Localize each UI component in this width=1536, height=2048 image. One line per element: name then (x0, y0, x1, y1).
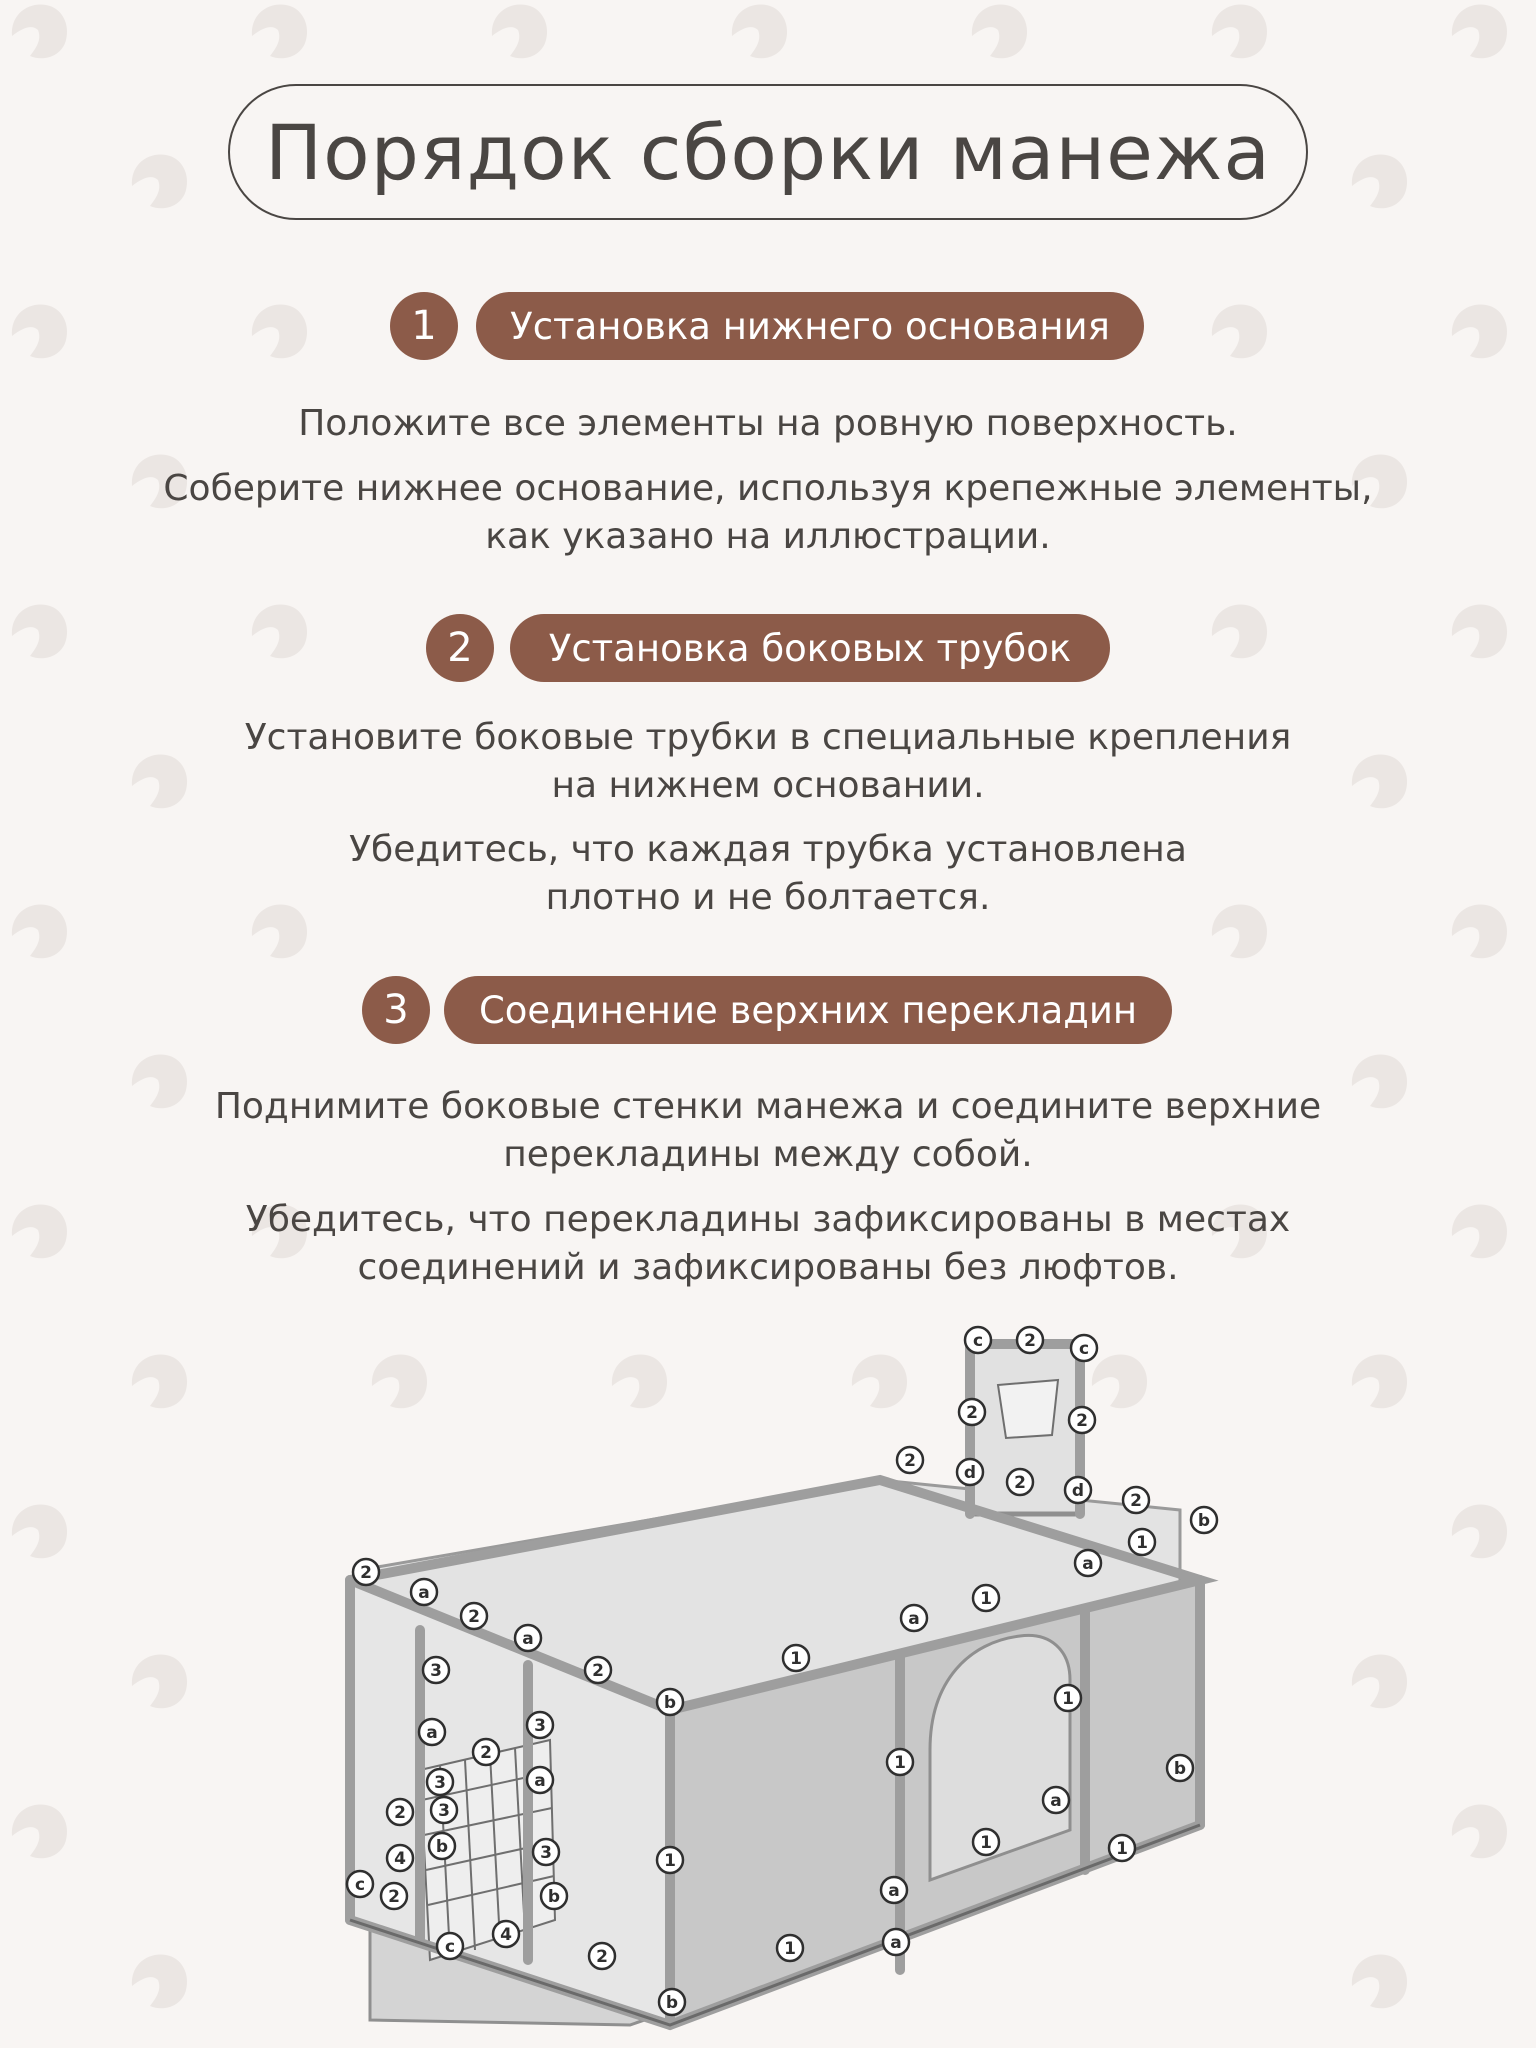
connector-label-text: c (354, 1875, 366, 1895)
connector-label (973, 1829, 999, 1855)
connector-label-text: 4 (394, 1849, 406, 1869)
step-3-paragraph-2 (0, 1196, 1536, 1292)
connector-label-text: c (444, 1937, 456, 1957)
connector-label (419, 1719, 445, 1745)
connector-label-text: 1 (980, 1589, 992, 1609)
connector-label (387, 1845, 413, 1871)
connector-label (461, 1603, 487, 1629)
connector-label-text: 2 (360, 1563, 372, 1583)
text-line: Положите все элементы на ровную поверхность. (298, 403, 1238, 444)
connector-label (1055, 1685, 1081, 1711)
connector-label-text: 1 (784, 1939, 796, 1959)
connector-label-text: 2 (1014, 1473, 1026, 1493)
connector-label-text: a (908, 1609, 920, 1629)
connector-label-text: b (665, 1993, 679, 2013)
connector-label (353, 1559, 379, 1585)
connector-label (589, 1943, 615, 1969)
connector-label-text: c (1078, 1339, 1090, 1359)
connector-label (1167, 1755, 1193, 1781)
connector-label-text: a (1050, 1791, 1062, 1811)
text-line: Поднимите боковые стенки манежа и соедините верхние (214, 1086, 1322, 1127)
text-line: Соберите нижнее основание, используя крепежные элементы, (163, 468, 1373, 509)
connector-label-text: 1 (790, 1649, 802, 1669)
connector-label (1129, 1529, 1155, 1555)
connector-label (585, 1657, 611, 1683)
connector-label-text: 2 (1024, 1331, 1036, 1351)
connector-label (1071, 1335, 1097, 1361)
connector-label-text: 1 (980, 1833, 992, 1853)
connector-label (493, 1921, 519, 1947)
connector-label (347, 1871, 373, 1897)
connector-label (1043, 1787, 1069, 1813)
text-line: на нижнем основании. (551, 765, 985, 806)
connector-label (1109, 1835, 1135, 1861)
text-line: соединений и зафиксированы без люфтов. (357, 1247, 1179, 1288)
step-1-number: 1 (390, 292, 458, 360)
connector-label-text: 2 (480, 1743, 492, 1763)
connector-label (423, 1657, 449, 1683)
connector-label (427, 1769, 453, 1795)
connector-label-text: a (426, 1723, 438, 1743)
step-3-paragraph-1 (0, 1083, 1536, 1179)
connector-label (527, 1767, 553, 1793)
connector-label-text: a (418, 1583, 430, 1603)
connector-label (1075, 1550, 1101, 1576)
step-1-heading: Установка нижнего основания (476, 292, 1144, 360)
connector-label (515, 1625, 541, 1651)
hoop-net (998, 1380, 1058, 1438)
connector-label-text: 4 (500, 1925, 512, 1945)
connector-label-text: d (1071, 1481, 1085, 1501)
connector-label (965, 1327, 991, 1353)
step-3-number: 3 (362, 976, 430, 1044)
page-title: Порядок сборки манежа (265, 107, 1271, 197)
connector-label-text: 2 (966, 1403, 978, 1423)
connector-label-text: a (522, 1629, 534, 1649)
connector-label (387, 1799, 413, 1825)
connector-label-text: 3 (540, 1843, 552, 1863)
text-line: перекладины между собой. (503, 1134, 1033, 1175)
connector-label (883, 1929, 909, 1955)
connector-label-text: 2 (1076, 1411, 1088, 1431)
connector-label (541, 1883, 567, 1909)
connector-label (657, 1689, 683, 1715)
connector-label-text: b (435, 1837, 449, 1857)
step-3-heading: Соединение верхних перекладин (444, 976, 1172, 1044)
connector-label (1123, 1487, 1149, 1513)
step-2-header (0, 614, 1536, 684)
connector-label (527, 1712, 553, 1738)
connector-label (973, 1585, 999, 1611)
step-1-paragraph-1 (0, 400, 1536, 448)
connector-label-text: c (972, 1331, 984, 1351)
connector-label-text: 3 (534, 1716, 546, 1736)
step-2-paragraph-2 (0, 826, 1536, 922)
connector-label-text: 3 (430, 1661, 442, 1681)
connector-label (783, 1645, 809, 1671)
connector-label-text: 1 (1136, 1533, 1148, 1553)
connector-label-text: 1 (1116, 1839, 1128, 1859)
connector-label (881, 1877, 907, 1903)
connector-label-text: 2 (394, 1803, 406, 1823)
connector-label (897, 1447, 923, 1473)
text-line: Убедитесь, что перекладины зафиксированы в местах (245, 1199, 1291, 1240)
connector-label (657, 1847, 683, 1873)
connector-label-text: d (963, 1463, 977, 1483)
playpen-illustration (330, 1320, 1270, 2040)
connector-label (1191, 1507, 1217, 1533)
connector-label (533, 1839, 559, 1865)
connector-label (959, 1399, 985, 1425)
step-1-paragraph-2 (0, 465, 1536, 561)
connector-label-text: 3 (438, 1801, 450, 1821)
step-2-number: 2 (426, 614, 494, 682)
connector-label-text: 3 (434, 1773, 446, 1793)
connector-label (1017, 1327, 1043, 1353)
connector-label-text: b (663, 1693, 677, 1713)
step-2-heading: Установка боковых трубок (510, 614, 1110, 682)
connector-label (1007, 1469, 1033, 1495)
text-line: Установите боковые трубки в специальные крепления (244, 717, 1292, 758)
connector-label-text: 1 (664, 1851, 676, 1871)
connector-label (473, 1739, 499, 1765)
connector-label-text: 1 (894, 1753, 906, 1773)
connector-label-text: b (1197, 1511, 1211, 1531)
connector-label-text: 2 (1130, 1491, 1142, 1511)
connector-label-text: 2 (592, 1661, 604, 1681)
connector-label (887, 1749, 913, 1775)
connector-label (429, 1833, 455, 1859)
connector-label-text: 2 (904, 1451, 916, 1471)
connector-label (381, 1883, 407, 1909)
connector-label (1065, 1477, 1091, 1503)
connector-label-text: a (890, 1933, 902, 1953)
connector-label-text: a (888, 1881, 900, 1901)
connector-label-text: a (1082, 1554, 1094, 1574)
text-line: плотно и не болтается. (545, 877, 991, 918)
connector-label-text: 1 (1062, 1689, 1074, 1709)
connector-label-text: 2 (388, 1887, 400, 1907)
connector-label-text: a (534, 1771, 546, 1791)
connector-label-text: b (1173, 1759, 1187, 1779)
connector-label (1069, 1407, 1095, 1433)
connector-label-text: 2 (468, 1607, 480, 1627)
connector-label-text: b (547, 1887, 561, 1907)
step-2-paragraph-1 (0, 714, 1536, 810)
title-frame (228, 84, 1308, 220)
connector-label (659, 1989, 685, 2015)
connector-label (957, 1459, 983, 1485)
connector-label (777, 1935, 803, 1961)
connector-label (411, 1579, 437, 1605)
text-line: Убедитесь, что каждая трубка установлена (349, 829, 1187, 870)
connector-label (437, 1933, 463, 1959)
connector-label (901, 1605, 927, 1631)
step-3-header (0, 976, 1536, 1046)
connector-label (431, 1797, 457, 1823)
step-1-header (0, 292, 1536, 362)
connector-label-text: 2 (596, 1947, 608, 1967)
text-line: как указано на иллюстрации. (485, 516, 1051, 557)
